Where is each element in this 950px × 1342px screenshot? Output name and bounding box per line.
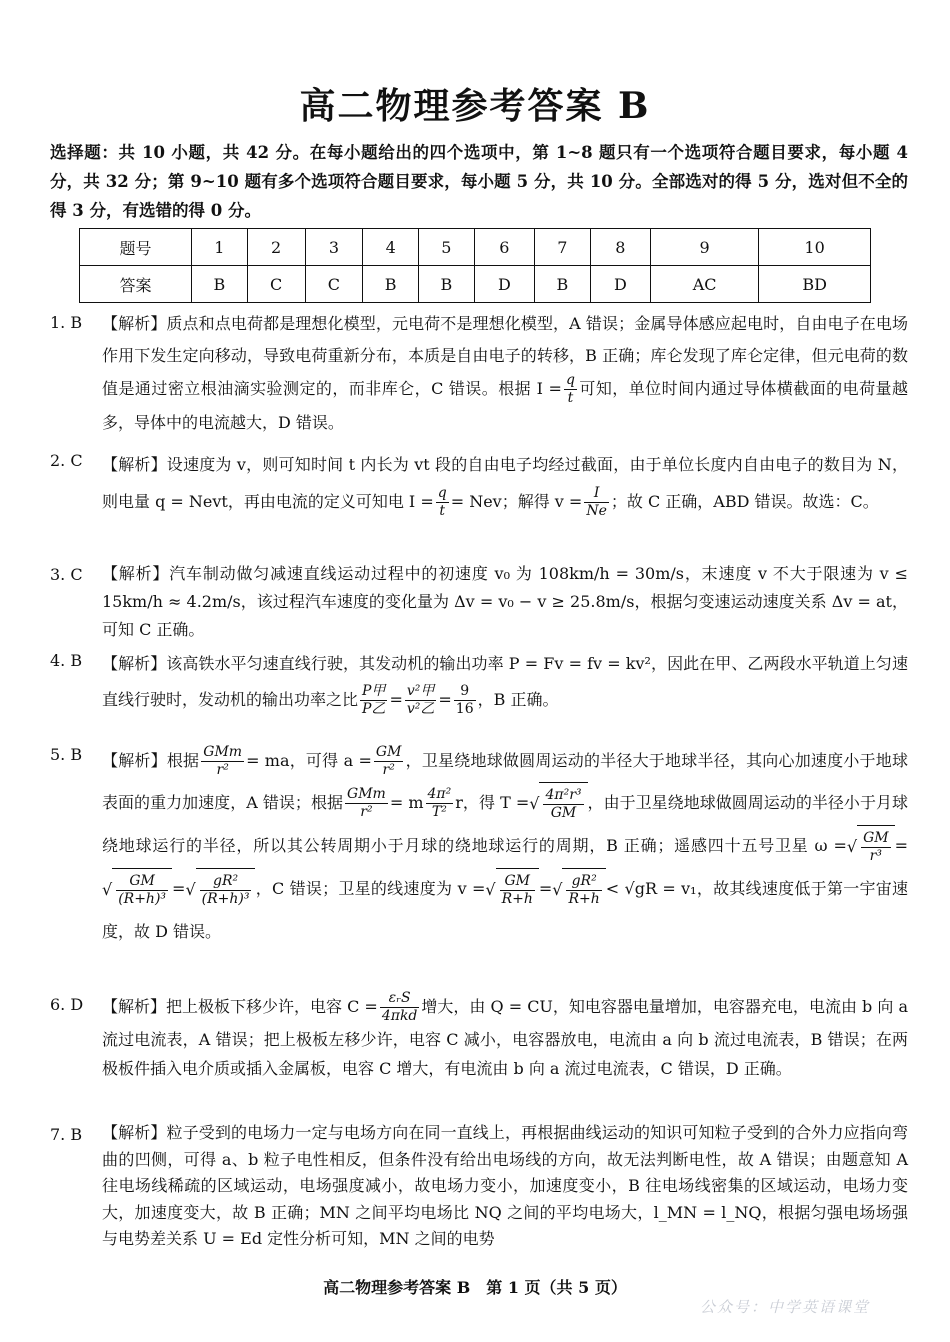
equals-sign: = [894, 836, 908, 855]
question-text: ；故 C 正确，ABD 错误。故选：C。 [610, 492, 879, 511]
fraction-numerator: P甲 [362, 683, 386, 699]
table-cell: AC [651, 266, 759, 303]
equals-sign: = [172, 879, 186, 898]
fraction-numerator: GMm [347, 786, 386, 802]
fraction-numerator: gR² [200, 873, 252, 891]
question-text: 【解析】设速度为 v，则可知时间 t 内长为 vt 段的自由电子均经过截面，由于单位长度内自由电子的数目为 N，则电量 q = Nevt，再由电流的定义可知电 I = [102, 455, 908, 511]
fraction-numerator: gR² [566, 873, 601, 891]
question-number: 6. D [50, 995, 84, 1014]
question-number: 1. B [50, 313, 83, 332]
fraction [374, 744, 404, 779]
question-text: 【解析】该高铁水平匀速直线行驶，其发动机的输出功率 P = Fv = fv = kv²，因此在甲、乙两段水平轨道上匀速直线行驶时，发动机的输出功率之比 [102, 654, 908, 709]
fraction-denominator: r² [360, 804, 373, 820]
fraction-numerator: εᵣS [380, 990, 420, 1008]
fraction-numerator: GM [116, 873, 168, 891]
fraction [405, 683, 437, 718]
fraction-denominator: r² [382, 762, 395, 778]
question-3 [50, 560, 908, 644]
question-text: ，C 错误；卫星的线速度为 v = [255, 879, 486, 898]
question-text: ，卫星绕地球做圆周运动的半径大于地球半径，其向心加速度小于地球表面的重力加速度，A 错误；根据 [102, 751, 908, 812]
fraction-denominator: R+h [501, 891, 533, 907]
question-number: 7. B [50, 1125, 83, 1144]
equals-sign: = [538, 879, 553, 898]
fraction-denominator: (R+h)³ [201, 891, 250, 907]
fraction [360, 683, 387, 718]
question-text: 【解析】汽车制动做匀减速直线运动过程中的初速度 v₀ 为 108km/h = 30m/s，末速度 v 不大于限速为 v ≤ 15km/h ≈ 4.2m/s，该过程汽车速度的变化量为 Δv = v₀ − v ≥ 25.8m/s，根据匀变速运动速度关系 Δv = at，可知 C 正确。 [102, 564, 908, 639]
question-text: ，由于卫星绕地球做圆周运动的半径小于月球绕地球运行的半径，所以其公转周期小于月球的绕地球运行的周期，B 正确；遥感四十五号卫星 ω = [102, 793, 908, 855]
table-cell: 5 [419, 229, 475, 266]
question-1 [50, 308, 908, 439]
page-footer: 高二物理参考答案 B 第 1 页（共 5 页） [323, 1278, 627, 1297]
equals-sign: = [389, 690, 403, 709]
fraction-denominator: t [567, 390, 574, 406]
answer-table [79, 228, 871, 303]
question-text: = m [389, 793, 424, 812]
table-row-answers [80, 266, 871, 303]
fraction-numerator: I [584, 485, 609, 503]
fraction-denominator: R+h [568, 891, 600, 907]
question-6 [50, 990, 908, 1083]
question-number: 3. C [50, 565, 83, 584]
fraction-numerator: GM [500, 873, 535, 891]
table-cell: 7 [535, 229, 591, 266]
square-root: √ $\frac{GM}{R+h}$ [485, 868, 539, 911]
table-cell: C [305, 266, 363, 303]
square-root: √ $\frac{\text{4π²r³}}{GM}$ [529, 782, 587, 825]
table-header-cell: 答案 [80, 266, 192, 303]
question-5 [50, 740, 908, 953]
question-text: < √gR = v₁，故其线速度低于第一宇宙速度，故 D 错误。 [102, 879, 908, 941]
fraction [426, 786, 454, 821]
fraction-denominator: t [439, 503, 446, 519]
question-text: 增大，由 Q = CU，知电容器电量增加，电容器充电，电流由 b 向 a 流过电流表，A 错误；把上极板左移少许，电容 C 减小，电容器放电，电流由 a 向 b 流过电流表，B 错误；在两极板件插入电介质或插入金属板，电容 C 增大，有电流由 b 向 a 流过电流表，C 错误，D 正确。 [102, 997, 908, 1078]
fraction-denominator: T² [431, 804, 447, 820]
question-text: 【解析】把上极板下移少许，电容 C = [102, 997, 378, 1016]
table-row-numbers [80, 229, 871, 266]
question-text: = Nev；解得 v = [450, 492, 583, 511]
fraction-numerator: GMm [203, 744, 243, 760]
fraction-denominator: P乙 [362, 701, 386, 717]
fraction-denominator: Ne [586, 503, 607, 519]
table-cell: D [474, 266, 534, 303]
fraction-numerator: 9 [454, 683, 476, 701]
intro-paragraph: 选择题：共 10 小题，共 42 分。在每小题给出的四个选项中，第 1~8 题只有一个选项符合题目要求，每小题 4 分，共 32 分；第 9~10 题有多个选项符合题目要求，每小题 5 分，共 10 分。全部选对的得 5 分，选对但不全的得 3 分，有选错的得 0 分。 [50, 143, 908, 220]
question-2 [50, 446, 908, 520]
fraction [436, 485, 449, 520]
question-7 [50, 1120, 908, 1253]
question-text: 可知，单位时间内通过导体横截面的电荷量越多，导体中的电流越大，D 错误。 [102, 379, 908, 432]
fraction-numerator: q [437, 485, 447, 501]
fraction-denominator: r³ [869, 848, 882, 864]
table-header-cell: 题号 [80, 229, 192, 266]
question-number: 5. B [50, 745, 83, 764]
fraction-numerator: q [565, 372, 575, 388]
watermark: 公众号：中学英语课堂 [699, 1298, 870, 1316]
fraction [454, 683, 476, 718]
table-cell: BD [759, 266, 871, 303]
table-cell: B [419, 266, 475, 303]
table-cell: 8 [590, 229, 650, 266]
fraction [564, 372, 577, 407]
table-cell: 3 [305, 229, 363, 266]
fraction-denominator: GM [550, 805, 577, 821]
fraction-numerator: v²甲 [406, 683, 435, 699]
square-root: √ $\frac{\text{gR²}}{\text{(R+h)³}}$ [185, 868, 255, 911]
square-root: √ $\frac{GM}{\text{(R+h)³}}$ [102, 868, 172, 911]
question-text: r，得 T = [455, 793, 530, 812]
question-text: = ma，可得 a = [246, 751, 372, 770]
fraction-denominator: r² [216, 762, 229, 778]
square-root: √ $\frac{GM}{\text{r³}}$ [847, 825, 895, 868]
table-cell: 9 [651, 229, 759, 266]
table-cell: 6 [474, 229, 534, 266]
question-number: 2. C [50, 451, 83, 470]
fraction-numerator: 4π² [427, 786, 452, 802]
equals-sign: = [438, 690, 452, 709]
question-number: 4. B [50, 651, 83, 670]
fraction [201, 744, 244, 779]
question-text: ，B 正确。 [477, 690, 559, 709]
table-cell: 10 [759, 229, 871, 266]
table-cell: 4 [363, 229, 419, 266]
table-cell: B [535, 266, 591, 303]
question-text: 【解析】根据 [102, 751, 200, 770]
square-root: √ $\frac{\text{gR²}}{R+h}$ [552, 868, 606, 911]
question-text: 【解析】粒子受到的电场力一定与电场方向在同一直线上，再根据曲线运动的知识可知粒子受到的合外力应指向弯曲的凹侧，可得 a、b 粒子电性相反，但条件没有给出电场线的方向，故无法判断电性，故 A 错误；由题意知 A 往电场线稀疏的区域运动，电场强度减小，故电场力变小，加速度变小，B 往电场线密集的区域运动，电场力变大，加速度变大，故 B 正确；MN 之间平均电场比 NQ 之间的平均电场大，l_MN = l_NQ，根据匀强电场场强与电势差关系 U = Ed 定性分析可知，MN 之间的电势 [102, 1123, 908, 1248]
table-cell: 1 [192, 229, 248, 266]
fraction-numerator: 4π²r³ [545, 787, 582, 803]
page-title: 高二物理参考答案 B [299, 85, 651, 127]
fraction [380, 990, 420, 1025]
fraction-numerator: GM [375, 744, 402, 760]
table-cell: B [363, 266, 419, 303]
fraction-denominator: (R+h)³ [118, 891, 167, 907]
fraction-denominator: v²乙 [406, 701, 435, 717]
table-cell: C [247, 266, 305, 303]
question-text: 【解析】质点和点电荷都是理想化模型，元电荷不是理想化模型，A 错误；金属导体感应起电时，自由电子在电场作用下发生定向移动，导致电荷重新分布，本质是自由电子的转移，B 正确；库仑发现了库仑定律，但元电荷的数值是通过密立根油滴实验测定的，而非库仑，C 错误。根据 I = [102, 314, 908, 398]
fraction-denominator: 4πkd [381, 1008, 418, 1024]
table-cell: 2 [247, 229, 305, 266]
table-cell: D [590, 266, 650, 303]
question-4 [50, 646, 908, 718]
fraction [584, 485, 609, 520]
table-cell: B [192, 266, 248, 303]
fraction [345, 786, 388, 821]
fraction-denominator: 16 [455, 701, 474, 717]
fraction-numerator: GM [863, 830, 889, 846]
